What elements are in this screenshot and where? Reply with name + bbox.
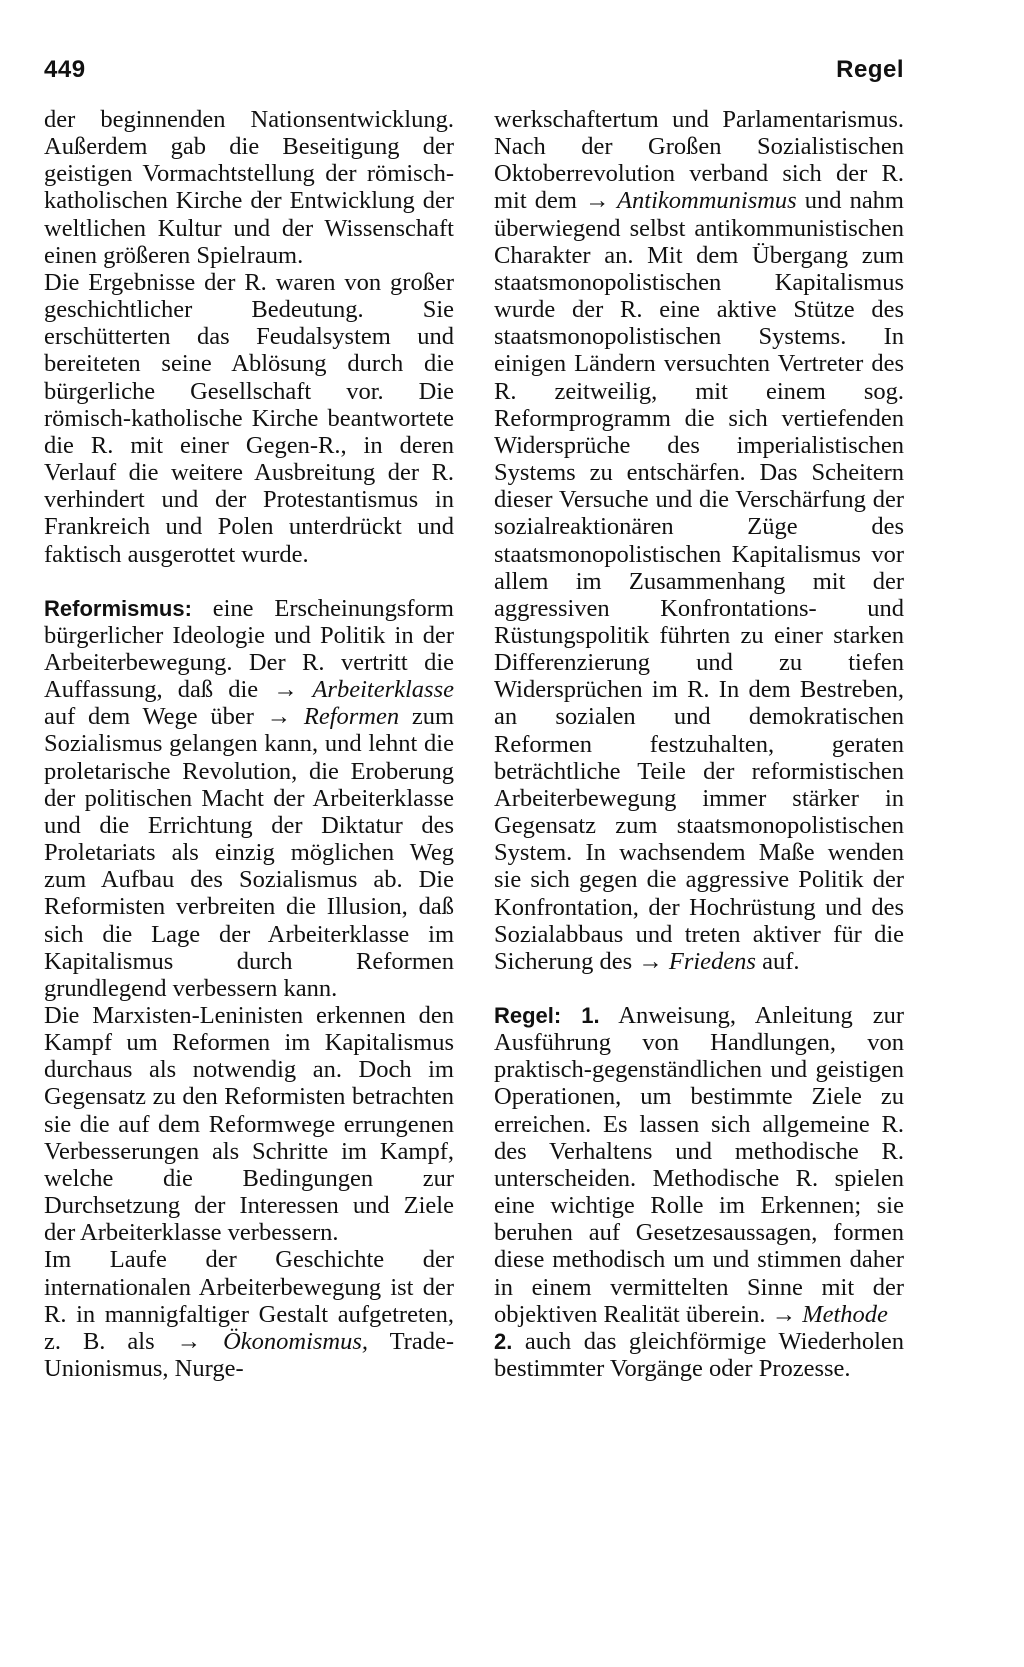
left-column [44,106,454,1382]
entry-regel-sense-2 [494,1328,904,1382]
entry-text: Im Laufe der Geschichte der internationalen Arbeiterbewegung ist der R. in mannigfaltiger Gestalt aufgetreten, z. B. als [44,1246,454,1355]
entry-reformismus [44,595,454,1002]
entry-text: eine Erscheinungsform bürgerlicher Ideologie und Politik in der Arbeiterbewegung. Der R. vertritt die Auffassung, daß die [44,594,454,704]
lemma-reformismus: Reformismus: [44,595,192,621]
running-head: Regel [836,56,904,83]
arrow-icon: → [584,187,610,215]
entry-text: zum Sozialismus gelangen kann, und lehnt die proletarische Revolution, die Eroberung der politischen Macht der Arbeiterklasse und die Errichtung der Diktatur des Proletariats als einzig möglichen Weg zum Aufbau des Sozialismus ab. Die Reformisten verbreiten die Illusion, daß sich die Lage der Arbeiterklasse im Kapitalismus durch Reformen grundlegend verbessern kann. [44,703,455,1002]
sense-number-2: 2. [494,1328,513,1354]
cross-reference-antikommunismus[interactable]: Antikommunismus [609,187,797,215]
arrow-icon: → [771,1300,797,1328]
arrow-icon: → [273,676,298,704]
entry-text: Anweisung, Anleitung zur Ausführung von Handlungen, von praktisch-gegenständlichen und geistigen Operationen, um bestimmte Ziele zu erreichen. Es lassen sich allgemeine R. des Verhaltens und methodische R. unterscheiden. Methodische R. spielen eine wichtige Rolle im Erkennen; sie beruhen auf Gesetzesaussagen, formen diese methodisch um und stimmen daher in einem vermittelten Sinne mit der objektiven Realität überein. [494,1002,905,1328]
arrow-icon: → [638,947,663,975]
cross-reference-arbeiterklasse[interactable]: Arbeiterklasse [297,676,454,704]
entry-text: Trade-Unionismus, Nurge- [44,1327,454,1383]
paragraph-ergebnisse: Die Ergebnisse der R. waren von großer geschichtlicher Bedeutung. Sie erschütterten das Feudalsystem und bereiteten seine Ablösung durch die bürgerliche Gesellschaft vor. Die römisch-katholische Kirche beantwortete die R. mit einer Gegen-R., in deren Verlauf die weitere Ausbreitung der R. verhindert und der Protestantismus in Frankreich und Polen unterdrückt und faktisch ausgerottet wurde. [44,268,454,568]
arrow-icon: → [176,1327,202,1355]
entry-text: und nahm überwiegend selbst antikommunistischen Charakter an. Mit dem Übergang zum staatsmonopolistischen Kapitalismus wurde der R. eine aktive Stütze des staatsmonopolistischen Systems. In einigen Ländern versuchten Vertreter des R. zeitweilig, mit einem sog. Reformprogramm die sich vertiefenden Widersprüche des imperialistischen Systems zu entschärfen. Das Scheitern dieser Versuche und die Verschärfung der sozialreaktionären Züge des staatsmonopolistischen Kapitalismus vor allem im Zusammenhang mit der aggressiven Konfrontations- und Rüstungspolitik führten zu einer starken Differenzierung und zu tiefen Widersprüchen im R. In dem Bestreben, an sozialen und demokratischen Reformen festzuhalten, geraten beträchtliche Teile der reformistischen Arbeiterbewegung immer stärker in Gegensatz zum staatsmonopolistischen System. In wachsendem Maße wenden sie sich gegen die aggressive Politik der Konfrontation, der Hochrüstung und des Sozialabbaus und treten aktiver für die Sicherung des [494,187,904,975]
entry-text: auch das gleichförmige Wiederholen bestimmter Vorgänge oder Prozesse. [494,1327,904,1383]
cross-reference-oekonomismus[interactable]: Ökonomismus, [201,1327,369,1355]
paragraph-nationsentwicklung: der beginnenden Nationsentwicklung. Außerdem gab die Beseitigung der geistigen Vormachtstellung der römisch-katholischen Kirche der Entwicklung der weltlichen Kultur und der Wissenschaft einen größeren Spielraum. [44,106,454,269]
arrow-icon: → [266,703,292,731]
paragraph-geschichte [44,1246,454,1382]
lemma-regel: Regel: [494,1003,562,1028]
sense-number-1: 1. [561,1003,600,1028]
paragraph-gewerkschaftertum [494,106,904,975]
entry-regel [494,1002,904,1328]
paragraph-marxisten-leninisten: Die Marxisten-Leninisten erkennen den Kampf um Reformen im Kapitalismus durchaus als notwendig an. Doch im Gegensatz zu den Reformisten betrachten sie die auf dem Reformwege errungenen Verbesserungen als Schritte im Kampf, welche die Bedingungen zur Durchsetzung der Interessen und Ziele der Arbeiterklasse verbessern. [44,1002,454,1247]
entry-text: werkschaftertum und Parlamentarismus. Nach der Großen Sozialistischen Oktoberrevolution verband sich der R. mit dem [494,106,904,215]
cross-reference-friedens[interactable]: Friedens [662,947,756,975]
page-number: 449 [44,56,86,83]
cross-reference-reformen[interactable]: Reformen [291,703,400,731]
entry-text: auf dem Wege über [44,703,267,731]
right-column [494,106,904,1382]
cross-reference-methode[interactable]: Methode [796,1300,888,1328]
entry-text: auf. [755,947,800,975]
